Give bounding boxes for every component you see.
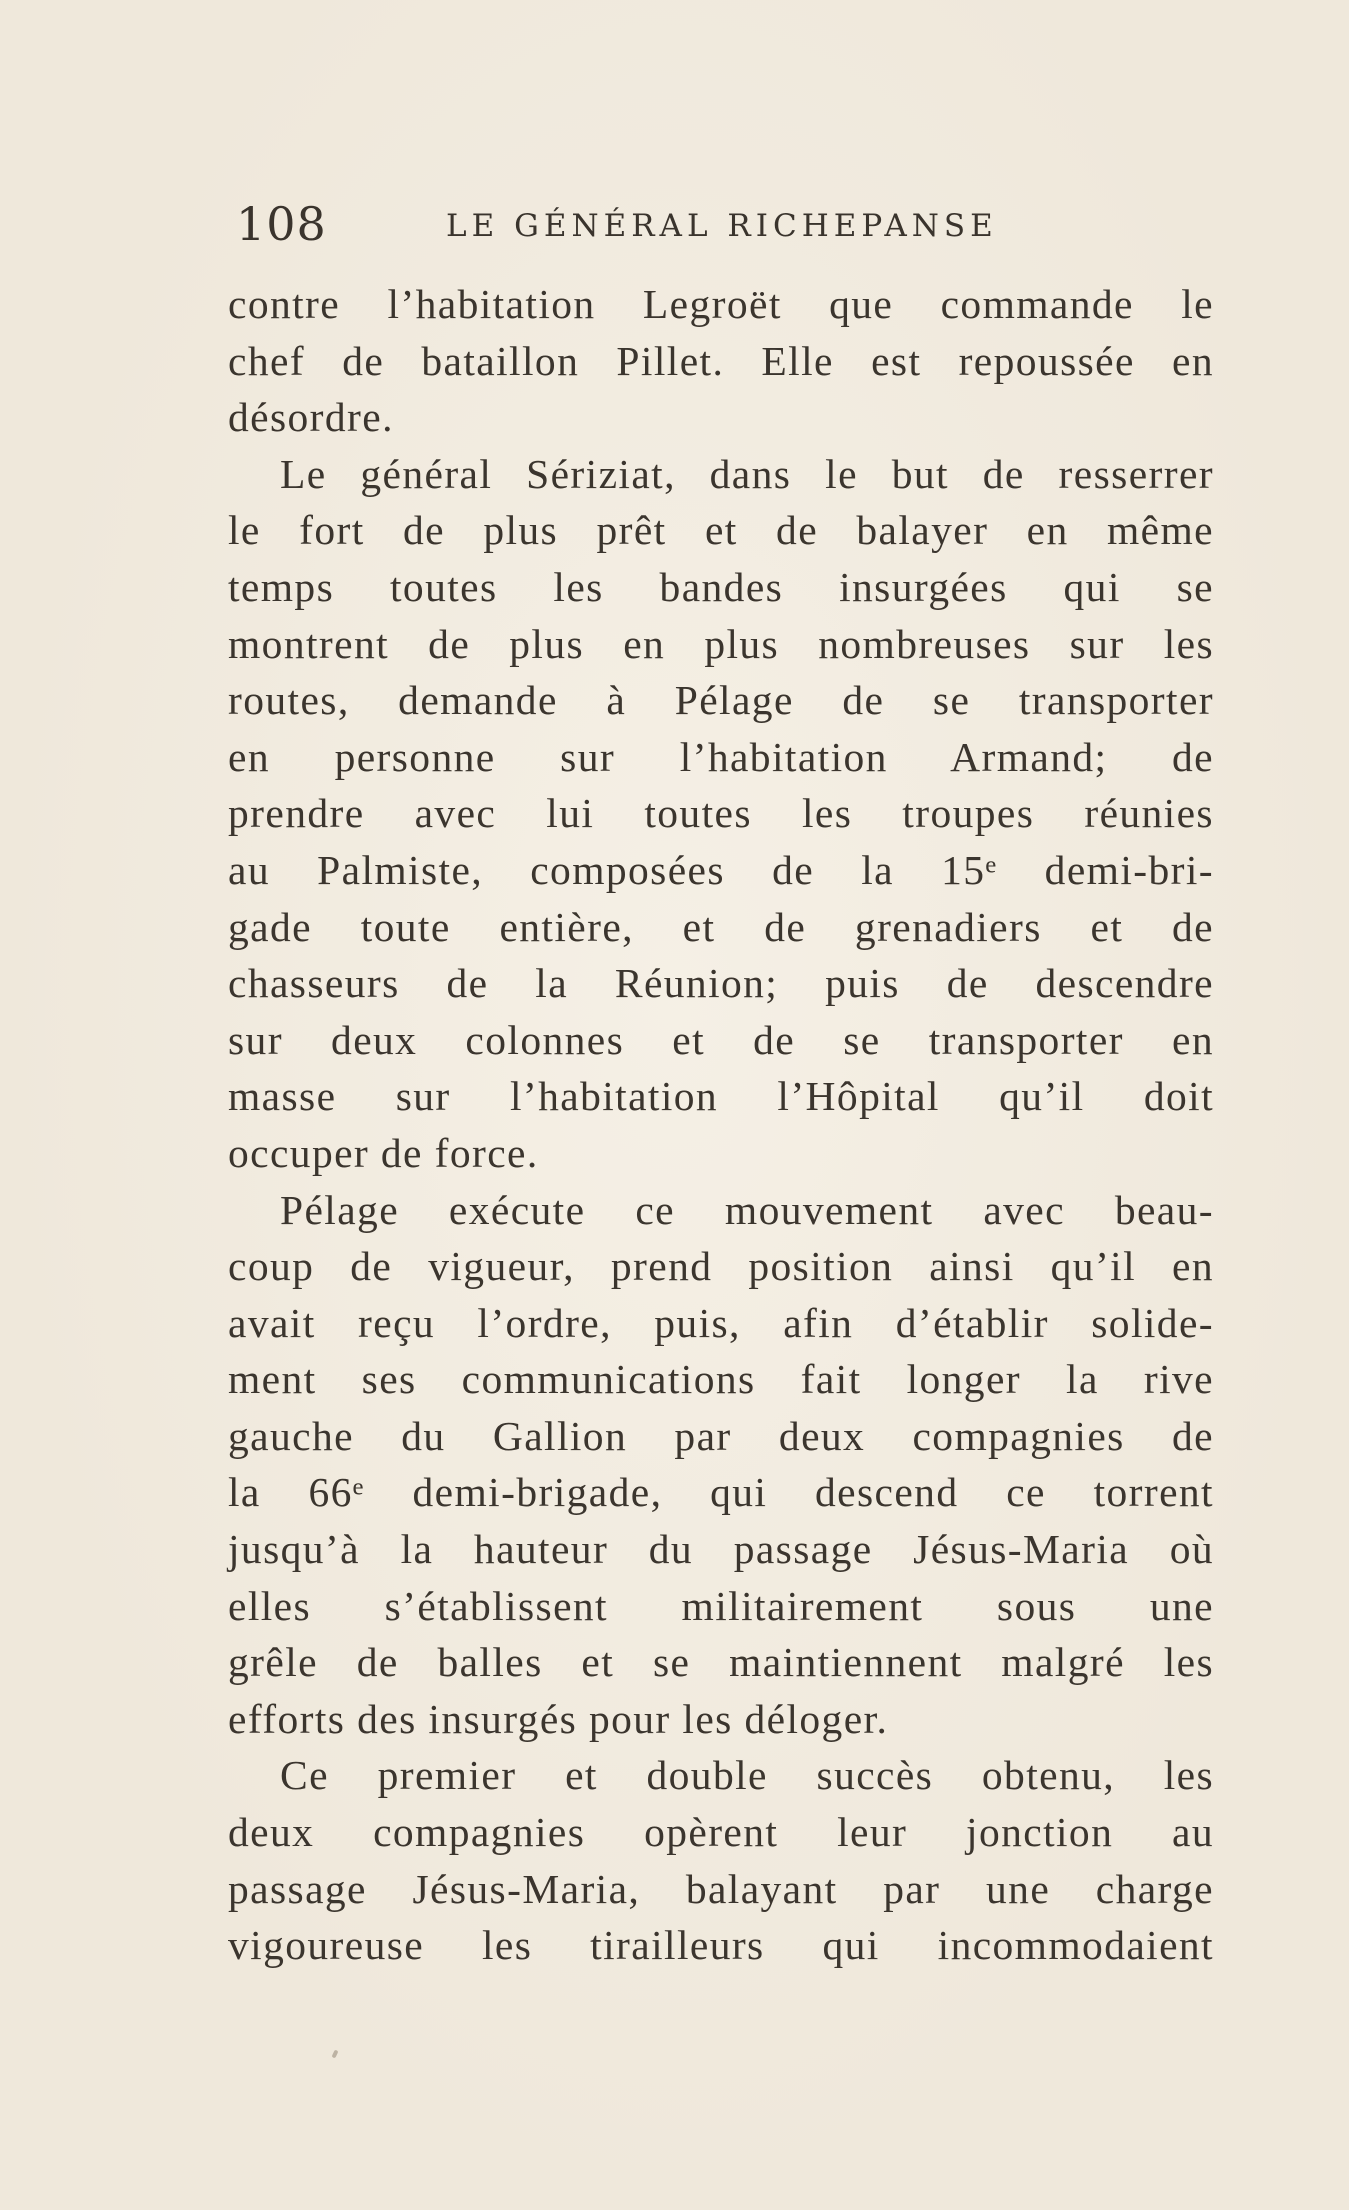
text-line: gauche du Gallion par deux compagnies de [228,1412,1214,1459]
text-line: prendre avec lui toutes les troupes réunies [228,790,1214,837]
text-line: jusqu’à la hauteur du passage Jésus-Maria où [228,1526,1214,1573]
text-line: avait reçu l’ordre, puis, afin d’établir solide- [228,1299,1214,1346]
text-line: la 66ᵉ demi-brigade, qui descend ce torrent [228,1469,1214,1516]
text-line: chef de bataillon Pillet. Elle est repoussée en [228,337,1214,384]
text-line: coup de vigueur, prend position ainsi qu’il en [228,1243,1214,1290]
text-line: routes, demande à Pélage de se transporter [228,677,1214,724]
body-text [228,276,1214,1974]
page-number: 108 [236,197,327,251]
text-line: elles s’établissent militairement sous une [228,1582,1214,1629]
text-line: grêle de balles et se maintiennent malgré les [228,1639,1214,1686]
text-line: deux compagnies opèrent leur jonction au [228,1809,1214,1856]
text-line: en personne sur l’habitation Armand; de [228,733,1214,780]
text-line: gade toute entière, et de grenadiers et de [228,903,1214,950]
text-line: Ce premier et double succès obtenu, les [280,1752,1214,1799]
text-line: vigoureuse les tirailleurs qui incommodaient [228,1922,1214,1969]
text-line: montrent de plus en plus nombreuses sur les [228,620,1214,667]
text-line: Le général Sériziat, dans le but de resserrer [280,450,1214,497]
text-line: temps toutes les bandes insurgées qui se [228,563,1214,610]
ink-speck [331,2050,338,2059]
text-line: sur deux colonnes et de se transporter en [228,1016,1214,1063]
text-line: au Palmiste, composées de la 15ᵉ demi-bri- [228,846,1214,893]
running-title: LE GÉNÉRAL RICHEPANSE [446,208,998,244]
page-header [236,196,1216,256]
text-line: désordre. [228,394,394,441]
text-line: efforts des insurgés pour les déloger. [228,1695,889,1742]
text-line: contre l’habitation Legroët que commande le [228,281,1214,327]
text-line: Pélage exécute ce mouvement avec beau- [280,1186,1214,1233]
text-line: le fort de plus prêt et de balayer en même [228,507,1214,554]
text-line: masse sur l’habitation l’Hôpital qu’il doit [228,1073,1214,1120]
text-line: ment ses communications fait longer la rive [228,1356,1214,1403]
text-line: occuper de force. [228,1129,539,1176]
text-line: chasseurs de la Réunion; puis de descendre [228,960,1214,1007]
text-line: passage Jésus-Maria, balayant par une charge [228,1865,1214,1912]
